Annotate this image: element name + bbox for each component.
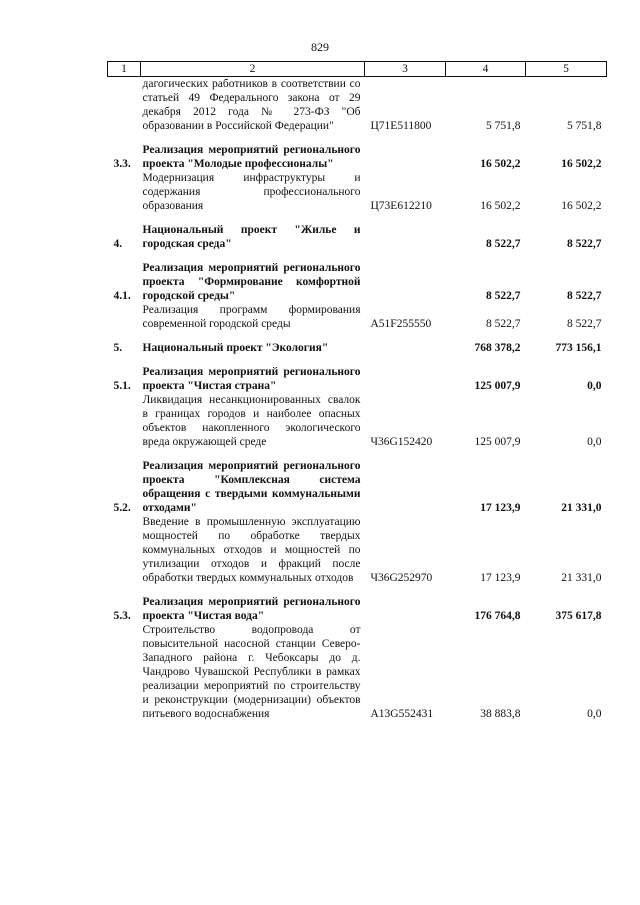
row-number: 5.2. [113, 502, 131, 514]
table-row-title [108, 143, 607, 171]
row-title-code [365, 341, 446, 355]
row-spacer [108, 251, 607, 261]
table-row-title [108, 459, 607, 515]
row-title-code [365, 459, 446, 515]
table-row-detail [108, 393, 607, 449]
row-description: Реализация программ формирования современной городской среды [142, 304, 361, 330]
row-spacer [108, 449, 607, 459]
row-title: Реализация мероприятий регионального проекта "Формирование комфортной городской среды" [142, 262, 361, 302]
row-title-amount-2019: 768 378,2 [474, 342, 521, 354]
table-body [108, 77, 607, 722]
row-title-code [365, 143, 446, 171]
row-title: Реализация мероприятий регионального проекта "Молодые профессионалы" [142, 144, 361, 170]
row-detail-number [108, 623, 141, 721]
row-spacer-cell [108, 251, 607, 261]
row-title-amount-2019: 176 764,8 [474, 610, 521, 622]
row-title-amount-2019: 17 123,9 [480, 502, 521, 514]
row-description: Ликвидация несанкционированных свалок в границах городов и наиболее опасных объектов накопленного экологического вреда окружающей среде [142, 394, 361, 448]
row-title: Национальный проект "Жилье и городская среда" [142, 224, 361, 250]
row-detail-number [108, 303, 141, 331]
row-amount-2019: 5 751,8 [486, 120, 521, 132]
row-spacer [108, 585, 607, 595]
row-amount-2020: 8 522,7 [567, 318, 602, 330]
row-code: Ч36G152420 [370, 436, 433, 448]
row-detail-number [108, 393, 141, 449]
row-spacer [108, 133, 607, 143]
row-title-amount-2020: 21 331,0 [561, 502, 602, 514]
table-row-title [108, 261, 607, 303]
row-title-amount-2020: 375 617,8 [555, 610, 602, 622]
row-number: 5.1. [113, 380, 131, 392]
row-spacer-cell [108, 449, 607, 459]
row-title-amount-2020: 8 522,7 [567, 290, 602, 302]
row-code: А51F255550 [370, 318, 432, 330]
row-title-amount-2019: 8 522,7 [486, 238, 521, 250]
row-title-code [365, 595, 446, 623]
row-number: 3.3. [113, 158, 131, 170]
row-amount-2020: 0,0 [587, 708, 602, 720]
row-amount-2020: 0,0 [587, 436, 602, 448]
table-header-row [108, 62, 607, 77]
column-header-2: 2 [141, 62, 365, 77]
row-number: 5. [113, 342, 123, 354]
row-title-amount-2020: 16 502,2 [561, 158, 602, 170]
column-header-1: 1 [108, 62, 141, 77]
row-title-code [365, 261, 446, 303]
row-title: Реализация мероприятий регионального проекта "Чистая страна" [142, 366, 361, 392]
row-title: Реализация мероприятий регионального проекта "Комплексная система обращения с твердыми коммунальными отходами" [142, 460, 361, 514]
row-title-code [365, 223, 446, 251]
table-row-detail [108, 303, 607, 331]
row-title-amount-2020: 8 522,7 [567, 238, 602, 250]
row-title: Национальный проект "Экология" [142, 342, 329, 354]
table-row-title [108, 365, 607, 393]
column-header-5: 5 [526, 62, 607, 77]
row-number: 4. [113, 238, 123, 250]
table-row-title [108, 341, 607, 355]
row-code: Ц71Е511800 [370, 120, 432, 132]
row-amount-2020: 16 502,2 [561, 200, 602, 212]
row-amount-2020: 21 331,0 [561, 572, 602, 584]
row-amount-2019: 17 123,9 [480, 572, 521, 584]
row-code: А13G552431 [370, 708, 434, 720]
row-spacer-cell [108, 133, 607, 143]
row-spacer-cell [108, 213, 607, 223]
row-title-code [365, 365, 446, 393]
row-description: дагогических работников в соответствии со статьей 49 Федерального закона от 29 декабря 2012 года № 273-ФЗ "Об образовании в Российской Федерации" [142, 78, 361, 132]
row-title-amount-2020: 773 156,1 [555, 342, 602, 354]
row-detail-number [108, 77, 141, 134]
row-amount-2019: 8 522,7 [486, 318, 521, 330]
row-description: Строительство водопровода от повысительной насосной станции Северо-Западного района г. Чебоксары до д. Чандрово Чувашской Республики в рамках реализации мероприятий по строительству и реконструкции (модернизации) объектов питьевого водоснабжения [142, 624, 361, 720]
row-title-amount-2020: 0,0 [587, 380, 602, 392]
row-spacer [108, 355, 607, 365]
row-detail-number [108, 515, 141, 585]
row-spacer-cell [108, 585, 607, 595]
row-spacer-cell [108, 331, 607, 341]
budget-table [107, 61, 607, 721]
table-row-detail [108, 171, 607, 213]
row-spacer-cell [108, 355, 607, 365]
row-number: 5.3. [113, 610, 131, 622]
table-row-title [108, 223, 607, 251]
row-title-amount-2019: 125 007,9 [474, 380, 521, 392]
row-number: 4.1. [113, 290, 131, 302]
row-amount-2019: 38 883,8 [480, 708, 521, 720]
row-description: Введение в промышленную эксплуатацию мощностей по обработке твердых коммунальных отходов и мощностей по утилизации отходов и фракций после обработки твердых коммунальных отходов [142, 516, 361, 584]
row-title: Реализация мероприятий регионального проекта "Чистая вода" [142, 596, 361, 622]
row-code: Ц73Е612210 [370, 200, 432, 212]
table-row-detail [108, 623, 607, 721]
row-spacer [108, 213, 607, 223]
page-number: 829 [311, 40, 329, 54]
table-row-detail [108, 77, 607, 134]
row-amount-2020: 5 751,8 [567, 120, 602, 132]
column-header-3: 3 [365, 62, 446, 77]
row-detail-number [108, 171, 141, 213]
table-row-title [108, 595, 607, 623]
row-description: Модернизация инфраструктуры и содержания профессионального образования [142, 172, 361, 212]
row-amount-2019: 16 502,2 [480, 200, 521, 212]
table-row-detail [108, 515, 607, 585]
row-spacer [108, 331, 607, 341]
row-title-amount-2019: 16 502,2 [480, 158, 521, 170]
row-amount-2019: 125 007,9 [474, 436, 521, 448]
row-code: Ч36G252970 [370, 572, 433, 584]
column-header-4: 4 [446, 62, 526, 77]
row-title-amount-2019: 8 522,7 [486, 290, 521, 302]
